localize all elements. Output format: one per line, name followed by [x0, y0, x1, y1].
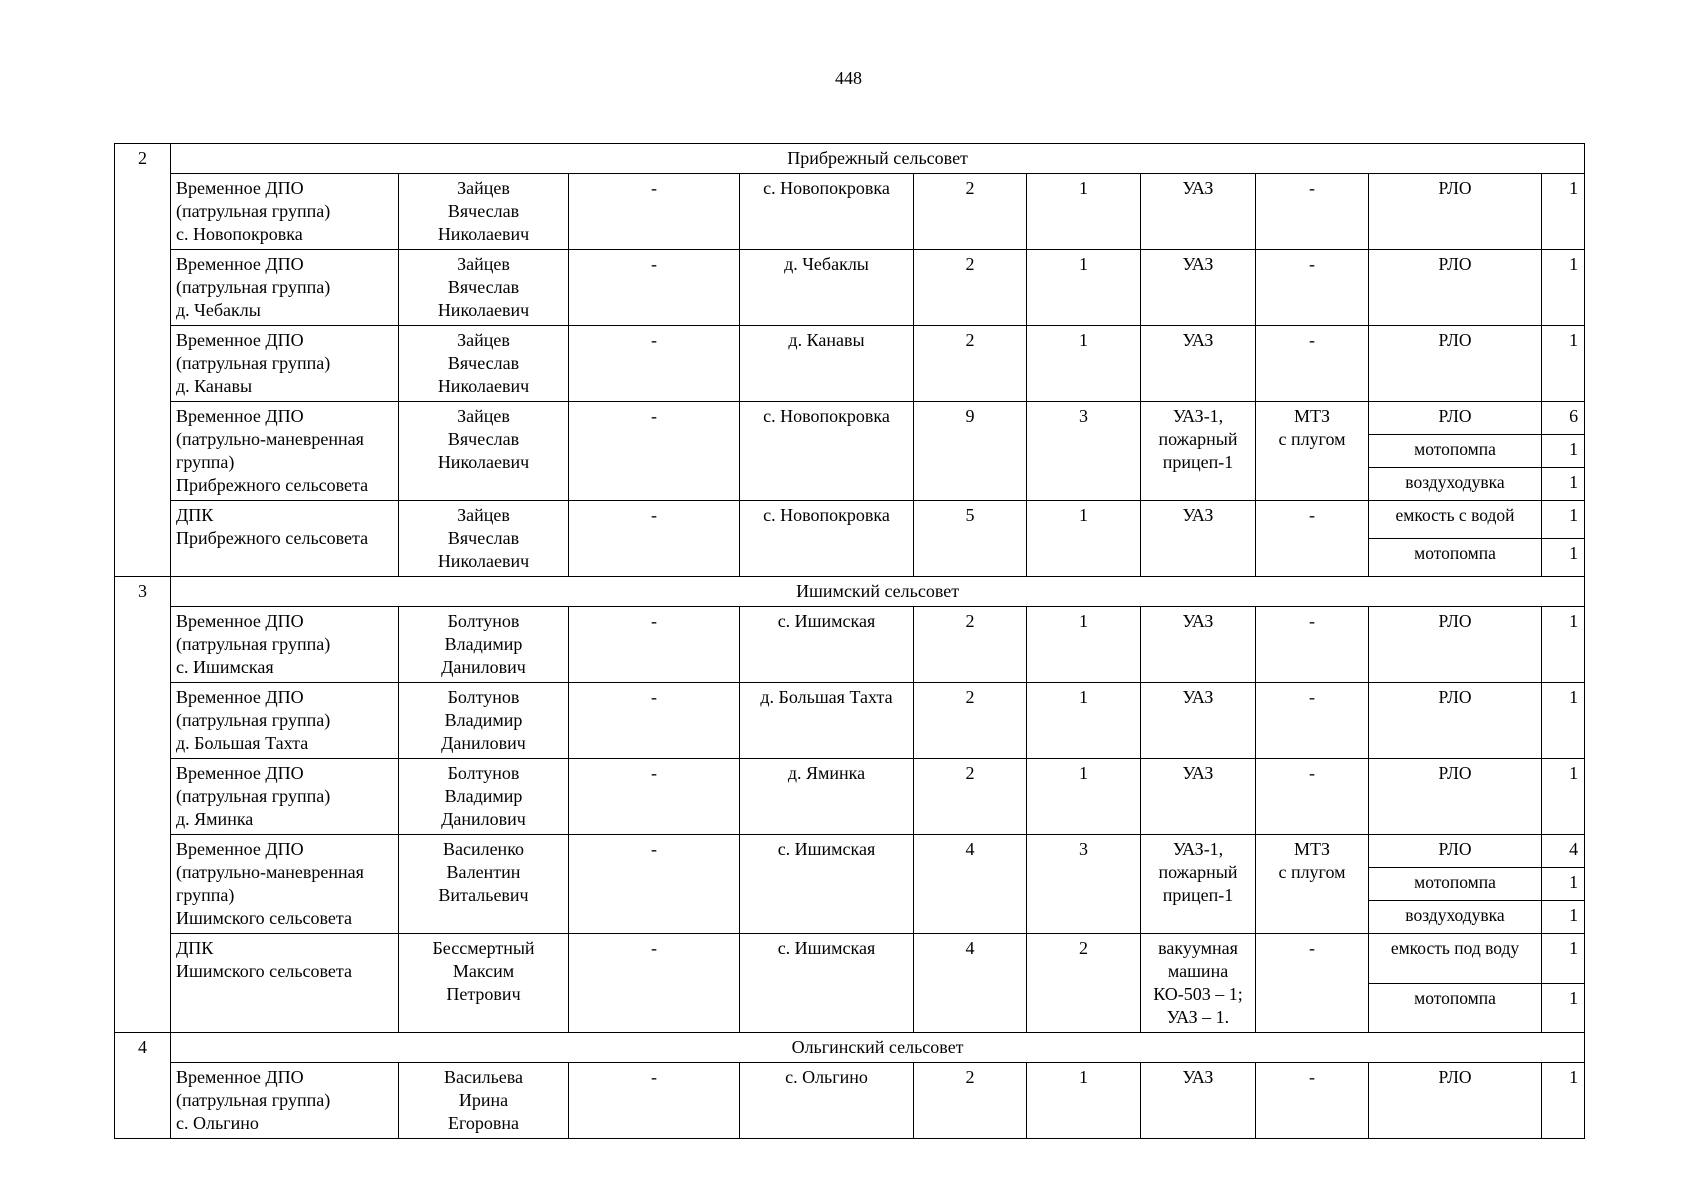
table-row [115, 174, 1585, 250]
unit-name-line: (патрульно-маневренная [176, 862, 364, 882]
tech-line: - [1309, 254, 1315, 274]
units-count-cell: 1 [1027, 326, 1141, 402]
equipment-count-cell: 4 [1542, 835, 1585, 868]
unit-name-line: (патрульная группа) [176, 634, 331, 654]
page-number: 448 [835, 68, 862, 88]
head-name-cell [399, 835, 569, 934]
equipment-count-cell: 1 [1542, 759, 1585, 835]
tech-cell [1256, 683, 1369, 759]
unit-name-line: Временное ДПО [176, 839, 304, 859]
unit-name-cell [171, 501, 399, 577]
tech-cell [1256, 759, 1369, 835]
phone-cell: - [569, 174, 740, 250]
vehicle-cell [1141, 835, 1256, 934]
head-name-line: Зайцев [457, 254, 510, 274]
vehicle-line: УАЗ-1, [1172, 406, 1224, 426]
head-name-line: Максим [452, 961, 515, 981]
head-name-line: Вячеслав [447, 528, 520, 548]
equipment-name-cell: РЛО [1369, 174, 1542, 250]
units-count-cell: 3 [1027, 402, 1141, 501]
people-count-cell: 2 [914, 250, 1027, 326]
vehicle-line: КО-503 – 1; [1153, 984, 1243, 1004]
tech-line: - [1309, 763, 1315, 783]
tech-line: - [1309, 505, 1315, 525]
head-name-line: Зайцев [457, 178, 510, 198]
equipment-name-cell: мотопомпа [1369, 435, 1542, 468]
equipment-count-cell: 1 [1542, 326, 1585, 402]
equipment-count-cell: 1 [1542, 983, 1585, 1033]
unit-name-cell [171, 607, 399, 683]
head-name-line: Зайцев [457, 505, 510, 525]
section-header-row [115, 1033, 1585, 1063]
equipment-count-cell: 1 [1542, 868, 1585, 901]
unit-name-line: группа) [176, 885, 235, 905]
unit-name-line: Временное ДПО [176, 611, 304, 631]
equipment-name-cell: емкость с водой [1369, 501, 1542, 539]
tech-cell [1256, 250, 1369, 326]
unit-name-line: Временное ДПО [176, 330, 304, 350]
people-count-cell: 2 [914, 326, 1027, 402]
head-name-line: Данилович [441, 657, 526, 677]
head-name-cell [399, 759, 569, 835]
unit-name-cell [171, 326, 399, 402]
head-name-line: Николаевич [437, 551, 530, 571]
vehicle-cell [1141, 759, 1256, 835]
equipment-name-cell: РЛО [1369, 759, 1542, 835]
equipment-count-cell: 1 [1542, 468, 1585, 501]
tech-line: - [1309, 687, 1315, 707]
location-cell: с. Ишимская [740, 607, 914, 683]
unit-name-line: Прибрежного сельсовета [176, 475, 369, 495]
head-name-line: Вячеслав [447, 429, 520, 449]
units-count-cell: 2 [1027, 934, 1141, 1033]
units-count-cell: 3 [1027, 835, 1141, 934]
unit-name-line: Временное ДПО [176, 178, 304, 198]
vehicle-line: прицеп-1 [1162, 885, 1234, 905]
phone-cell: - [569, 1063, 740, 1139]
vehicle-line: УАЗ [1182, 178, 1214, 198]
vehicle-line: вакуумная [1158, 938, 1238, 958]
head-name-line: Зайцев [457, 330, 510, 350]
vehicle-cell [1141, 1063, 1256, 1139]
unit-name-line: Прибрежного сельсовета [176, 528, 369, 548]
people-count-cell: 2 [914, 174, 1027, 250]
equipment-name-cell: воздуходувка [1369, 468, 1542, 501]
head-name-line: Вячеслав [447, 353, 520, 373]
table-row [115, 501, 1585, 539]
unit-name-line: (патрульная группа) [176, 277, 331, 297]
location-cell: с. Ишимская [740, 835, 914, 934]
location-cell: д. Канавы [740, 326, 914, 402]
table-row [115, 683, 1585, 759]
unit-name-cell [171, 250, 399, 326]
table-row [115, 1063, 1585, 1139]
head-name-cell [399, 607, 569, 683]
vehicle-cell [1141, 174, 1256, 250]
section-number: 2 [115, 144, 171, 577]
equipment-name-cell: емкость под воду [1369, 934, 1542, 984]
location-cell: с. Ишимская [740, 934, 914, 1033]
unit-name-line: д. Большая Тахта [176, 733, 309, 753]
tech-line: с плугом [1278, 862, 1346, 882]
unit-name-line: с. Новопокровка [176, 224, 303, 244]
location-cell: с. Новопокровка [740, 501, 914, 577]
head-name-cell [399, 683, 569, 759]
head-name-line: Болтунов [447, 763, 520, 783]
tech-cell [1256, 835, 1369, 934]
phone-cell: - [569, 250, 740, 326]
people-count-cell: 9 [914, 402, 1027, 501]
vehicle-line: УАЗ [1182, 763, 1214, 783]
unit-name-line: (патрульная группа) [176, 710, 331, 730]
vehicle-line: пожарный [1158, 429, 1238, 449]
tech-line: - [1309, 938, 1315, 958]
location-cell: д. Яминка [740, 759, 914, 835]
head-name-line: Витальевич [438, 885, 529, 905]
head-name-line: Вячеслав [447, 201, 520, 221]
vehicle-cell [1141, 402, 1256, 501]
location-cell: с. Новопокровка [740, 174, 914, 250]
head-name-cell [399, 250, 569, 326]
equipment-count-cell: 1 [1542, 174, 1585, 250]
head-name-line: Владимир [444, 710, 523, 730]
phone-cell: - [569, 402, 740, 501]
vehicle-line: прицеп-1 [1162, 452, 1234, 472]
people-count-cell: 2 [914, 759, 1027, 835]
equipment-name-cell: РЛО [1369, 250, 1542, 326]
phone-cell: - [569, 835, 740, 934]
head-name-line: Данилович [441, 809, 526, 829]
tech-line: - [1309, 1067, 1315, 1087]
vehicle-line: пожарный [1158, 862, 1238, 882]
vehicle-cell [1141, 250, 1256, 326]
people-count-cell: 2 [914, 683, 1027, 759]
people-count-cell: 2 [914, 607, 1027, 683]
head-name-line: Болтунов [447, 687, 520, 707]
unit-name-line: Временное ДПО [176, 1067, 304, 1087]
vehicle-cell [1141, 934, 1256, 1033]
location-cell: с. Новопокровка [740, 402, 914, 501]
phone-cell: - [569, 607, 740, 683]
equipment-count-cell: 1 [1542, 901, 1585, 934]
table-row [115, 934, 1585, 984]
table-row [115, 607, 1585, 683]
equipment-name-cell: РЛО [1369, 1063, 1542, 1139]
head-name-cell [399, 934, 569, 1033]
head-name-cell [399, 1063, 569, 1139]
vehicle-line: УАЗ [1182, 611, 1214, 631]
head-name-line: Зайцев [457, 406, 510, 426]
equipment-count-cell: 1 [1542, 435, 1585, 468]
people-count-cell: 5 [914, 501, 1027, 577]
vehicle-line: УАЗ [1182, 687, 1214, 707]
equipment-count-cell: 1 [1542, 607, 1585, 683]
fire-brigades-table [114, 143, 1585, 1139]
tech-cell [1256, 402, 1369, 501]
section-header-row [115, 144, 1585, 174]
head-name-line: Бессмертный [432, 938, 535, 958]
tech-cell [1256, 501, 1369, 577]
units-count-cell: 1 [1027, 759, 1141, 835]
unit-name-cell [171, 174, 399, 250]
vehicle-cell [1141, 326, 1256, 402]
unit-name-line: Ишимского сельсовета [176, 961, 352, 981]
unit-name-line: (патрульная группа) [176, 1090, 331, 1110]
equipment-count-cell: 6 [1542, 402, 1585, 435]
vehicle-cell [1141, 501, 1256, 577]
unit-name-line: Ишимского сельсовета [176, 908, 352, 928]
section-title: Ишимский сельсовет [171, 577, 1585, 607]
tech-cell [1256, 934, 1369, 1033]
head-name-cell [399, 174, 569, 250]
people-count-cell: 4 [914, 934, 1027, 1033]
equipment-count-cell: 1 [1542, 250, 1585, 326]
units-count-cell: 1 [1027, 174, 1141, 250]
phone-cell: - [569, 326, 740, 402]
table-row [115, 402, 1585, 435]
unit-name-line: Временное ДПО [176, 763, 304, 783]
location-cell: д. Чебаклы [740, 250, 914, 326]
tech-cell [1256, 174, 1369, 250]
unit-name-line: группа) [176, 452, 235, 472]
equipment-name-cell: РЛО [1369, 835, 1542, 868]
section-header-row [115, 577, 1585, 607]
tech-line: - [1309, 178, 1315, 198]
unit-name-line: Временное ДПО [176, 406, 304, 426]
equipment-name-cell: РЛО [1369, 326, 1542, 402]
unit-name-line: д. Чебаклы [176, 300, 261, 320]
vehicle-line: УАЗ [1182, 1067, 1214, 1087]
phone-cell: - [569, 501, 740, 577]
equipment-count-cell: 1 [1542, 683, 1585, 759]
tech-line: с плугом [1278, 429, 1346, 449]
equipment-count-cell: 1 [1542, 539, 1585, 577]
units-count-cell: 1 [1027, 1063, 1141, 1139]
phone-cell: - [569, 683, 740, 759]
unit-name-line: ДПК [176, 938, 214, 958]
unit-name-line: (патрульная группа) [176, 201, 331, 221]
unit-name-line: с. Ольгино [176, 1113, 259, 1133]
tech-cell [1256, 607, 1369, 683]
unit-name-line: д. Яминка [176, 809, 254, 829]
equipment-name-cell: РЛО [1369, 607, 1542, 683]
unit-name-line: д. Канавы [176, 376, 253, 396]
head-name-cell [399, 326, 569, 402]
equipment-count-cell: 1 [1542, 501, 1585, 539]
unit-name-line: Временное ДПО [176, 254, 304, 274]
head-name-line: Владимир [444, 634, 523, 654]
tech-line: - [1309, 330, 1315, 350]
unit-name-line: (патрульная группа) [176, 786, 331, 806]
unit-name-line: (патрульная группа) [176, 353, 331, 373]
tech-line: МТЗ [1293, 839, 1331, 859]
people-count-cell: 4 [914, 835, 1027, 934]
units-count-cell: 1 [1027, 250, 1141, 326]
equipment-name-cell: РЛО [1369, 683, 1542, 759]
unit-name-cell [171, 835, 399, 934]
unit-name-line: ДПК [176, 505, 214, 525]
location-cell: д. Большая Тахта [740, 683, 914, 759]
people-count-cell: 2 [914, 1063, 1027, 1139]
phone-cell: - [569, 934, 740, 1033]
head-name-line: Николаевич [437, 224, 530, 244]
tech-line: МТЗ [1293, 406, 1331, 426]
table-row [115, 759, 1585, 835]
tech-cell [1256, 326, 1369, 402]
section-number: 4 [115, 1033, 171, 1139]
vehicle-line: УАЗ-1, [1172, 839, 1224, 859]
head-name-line: Василенко [442, 839, 525, 859]
section-title: Ольгинский сельсовет [171, 1033, 1585, 1063]
head-name-line: Егоровна [447, 1113, 520, 1133]
head-name-line: Ирина [458, 1090, 509, 1110]
head-name-cell [399, 402, 569, 501]
unit-name-cell [171, 759, 399, 835]
head-name-line: Данилович [441, 733, 526, 753]
tech-line: - [1309, 611, 1315, 631]
equipment-name-cell: мотопомпа [1369, 983, 1542, 1033]
vehicle-cell [1141, 607, 1256, 683]
head-name-line: Владимир [444, 786, 523, 806]
unit-name-line: Временное ДПО [176, 687, 304, 707]
unit-name-line: (патрульно-маневренная [176, 429, 364, 449]
units-count-cell: 1 [1027, 501, 1141, 577]
section-title: Прибрежный сельсовет [171, 144, 1585, 174]
vehicle-line: УАЗ [1182, 254, 1214, 274]
tech-cell [1256, 1063, 1369, 1139]
head-name-line: Николаевич [437, 376, 530, 396]
head-name-line: Николаевич [437, 452, 530, 472]
unit-name-cell [171, 402, 399, 501]
units-count-cell: 1 [1027, 683, 1141, 759]
unit-name-cell [171, 934, 399, 1033]
head-name-line: Петрович [446, 984, 521, 1004]
head-name-line: Болтунов [447, 611, 520, 631]
unit-name-cell [171, 1063, 399, 1139]
unit-name-line: с. Ишимская [176, 657, 274, 677]
vehicle-line: УАЗ [1182, 505, 1214, 525]
equipment-name-cell: РЛО [1369, 402, 1542, 435]
vehicle-cell [1141, 683, 1256, 759]
head-name-line: Валентин [446, 862, 521, 882]
equipment-name-cell: мотопомпа [1369, 868, 1542, 901]
units-count-cell: 1 [1027, 607, 1141, 683]
equipment-count-cell: 1 [1542, 934, 1585, 984]
unit-name-cell [171, 683, 399, 759]
head-name-line: Вячеслав [447, 277, 520, 297]
equipment-count-cell: 1 [1542, 1063, 1585, 1139]
vehicle-line: УАЗ – 1. [1166, 1007, 1230, 1027]
equipment-name-cell: мотопомпа [1369, 539, 1542, 577]
table-row [115, 835, 1585, 868]
head-name-cell [399, 501, 569, 577]
head-name-line: Николаевич [437, 300, 530, 320]
head-name-line: Васильева [443, 1067, 524, 1087]
equipment-name-cell: воздуходувка [1369, 901, 1542, 934]
vehicle-line: УАЗ [1182, 330, 1214, 350]
table-row [115, 250, 1585, 326]
vehicle-line: машина [1167, 961, 1229, 981]
table-row [115, 326, 1585, 402]
location-cell: с. Ольгино [740, 1063, 914, 1139]
phone-cell: - [569, 759, 740, 835]
section-number: 3 [115, 577, 171, 1033]
